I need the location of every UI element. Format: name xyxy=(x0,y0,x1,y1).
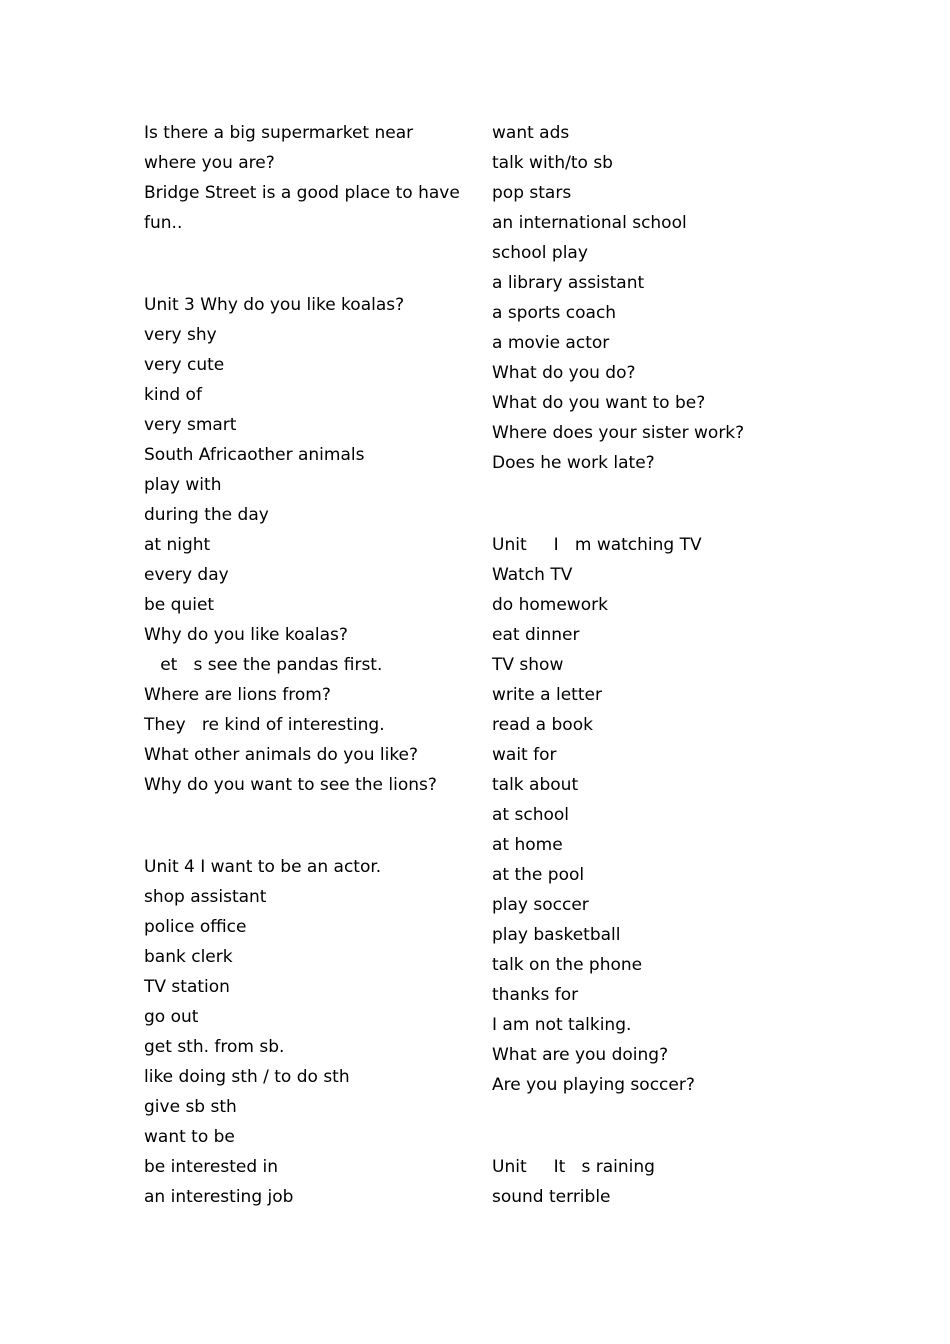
vocab-item: wait for xyxy=(492,745,557,765)
sentence-item: Where does your sister work? xyxy=(492,423,745,443)
vocab-item: thanks for xyxy=(492,985,579,1005)
unit4-heading: Unit 4 I want to be an actor. xyxy=(144,857,382,877)
vocab-item: read a book xyxy=(492,715,593,735)
section-gap xyxy=(492,480,792,532)
sentence-item: I am not talking. xyxy=(492,1015,632,1035)
vocab-item: at the pool xyxy=(492,865,585,885)
vocab-item: at home xyxy=(492,835,563,855)
section-gap xyxy=(144,240,474,292)
section-gap xyxy=(492,1102,792,1154)
sentence-item: Does he work late? xyxy=(492,453,655,473)
vocab-item: police office xyxy=(144,917,247,937)
vocab-item: school play xyxy=(492,243,588,263)
section-gap xyxy=(144,802,474,854)
vocab-item: talk with/to sb xyxy=(492,153,613,173)
vocab-item: sound terrible xyxy=(492,1187,611,1207)
sentence-item: Why do you like koalas? xyxy=(144,625,348,645)
vocab-item: Watch TV xyxy=(492,565,573,585)
vocab-item: very shy xyxy=(144,325,217,345)
vocab-item: be quiet xyxy=(144,595,215,615)
vocab-item: very cute xyxy=(144,355,225,375)
vocab-item: want to be xyxy=(144,1127,235,1147)
vocab-item: play basketball xyxy=(492,925,621,945)
vocab-item: be interested in xyxy=(144,1157,279,1177)
vocab-item: a sports coach xyxy=(492,303,617,323)
vocab-item: do homework xyxy=(492,595,608,615)
vocab-item: give sb sth xyxy=(144,1097,237,1117)
sentence-item: Why do you want to see the lions? xyxy=(144,775,437,795)
intro-line: Is there a big supermarket near xyxy=(144,123,414,143)
sentence-item: They re kind of interesting. xyxy=(144,715,385,735)
left-column xyxy=(144,120,474,1214)
vocab-item: a movie actor xyxy=(492,333,610,353)
vocab-item: kind of xyxy=(144,385,202,405)
sentence-item: What do you want to be? xyxy=(492,393,706,413)
vocab-item: write a letter xyxy=(492,685,602,705)
unit3-heading: Unit 3 Why do you like koalas? xyxy=(144,295,405,315)
vocab-item: shop assistant xyxy=(144,887,267,907)
unit5-heading: Unit I m watching TV xyxy=(492,535,702,555)
vocab-item: bank clerk xyxy=(144,947,233,967)
vocab-item: play with xyxy=(144,475,222,495)
vocab-item: every day xyxy=(144,565,229,585)
vocab-item: very smart xyxy=(144,415,237,435)
vocab-item: at night xyxy=(144,535,211,555)
vocab-item: an interesting job xyxy=(144,1187,294,1207)
vocab-item: go out xyxy=(144,1007,199,1027)
sentence-item: et s see the pandas first. xyxy=(144,655,383,675)
intro-line: fun.. xyxy=(144,213,183,233)
vocab-item: a library assistant xyxy=(492,273,645,293)
vocab-item: like doing sth / to do sth xyxy=(144,1067,350,1087)
sentence-item: Are you playing soccer? xyxy=(492,1075,695,1095)
sentence-item: Where are lions from? xyxy=(144,685,331,705)
vocab-item: talk on the phone xyxy=(492,955,643,975)
vocab-item: TV station xyxy=(144,977,230,997)
vocab-item: get sth. from sb. xyxy=(144,1037,285,1057)
vocab-item: during the day xyxy=(144,505,269,525)
vocab-item: South Africaother animals xyxy=(144,445,365,465)
sentence-item: What are you doing? xyxy=(492,1045,669,1065)
sentence-item: What other animals do you like? xyxy=(144,745,419,765)
vocab-item: eat dinner xyxy=(492,625,580,645)
vocab-item: want ads xyxy=(492,123,570,143)
unit6-heading: Unit It s raining xyxy=(492,1157,655,1177)
sentence-item: What do you do? xyxy=(492,363,636,383)
vocab-item: pop stars xyxy=(492,183,572,203)
right-column xyxy=(492,120,792,1214)
vocab-item: at school xyxy=(492,805,569,825)
intro-line: where you are? xyxy=(144,153,275,173)
vocab-item: play soccer xyxy=(492,895,589,915)
intro-line: Bridge Street is a good place to have xyxy=(144,183,460,203)
vocab-item: TV show xyxy=(492,655,564,675)
vocab-item: talk about xyxy=(492,775,579,795)
vocab-item: an international school xyxy=(492,213,687,233)
